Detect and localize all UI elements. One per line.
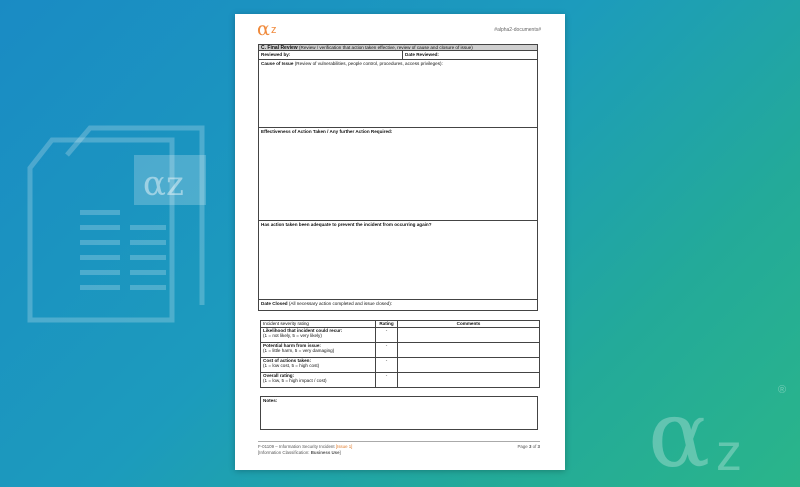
footer-issue: [Issue 1] bbox=[335, 444, 353, 449]
svg-text:α: α bbox=[648, 388, 711, 478]
svg-text:z: z bbox=[716, 424, 742, 478]
table-row: Cost of actions taken: (1 = low cost, 5 = high cost) - bbox=[261, 358, 540, 373]
adequate-action-field[interactable] bbox=[258, 221, 538, 300]
section-subtitle: (Review / verification that action taken effective, review of cause and closure of issue) bbox=[298, 45, 473, 50]
section-title: C. Final Review bbox=[261, 45, 298, 51]
date-closed-label: Date Closed bbox=[261, 301, 288, 306]
comments-header: Comments bbox=[398, 321, 540, 328]
rating-cell[interactable]: - bbox=[376, 343, 398, 358]
alpha2-logo-z: z bbox=[271, 24, 277, 36]
table-row: Overall rating: (1 = low, 5 = high impact / cost) - bbox=[261, 373, 540, 388]
document-hashtag: #alpha2-documents# bbox=[494, 27, 541, 33]
footer-classification-prefix: [Information Classification: bbox=[258, 450, 310, 455]
footer-left bbox=[258, 444, 352, 456]
alpha2-logo: α bbox=[257, 18, 270, 40]
comment-cell[interactable] bbox=[398, 328, 540, 343]
date-reviewed-field[interactable]: Date Reviewed: bbox=[403, 51, 538, 60]
rating-cell[interactable]: - bbox=[376, 373, 398, 388]
alpha2-watermark-logo bbox=[648, 388, 778, 478]
comment-cell[interactable] bbox=[398, 343, 540, 358]
notes-field[interactable] bbox=[260, 396, 538, 430]
section-title-row bbox=[258, 44, 538, 51]
table-row: Likelihood that incident could recur: (1 = not likely, 5 = very likely) - bbox=[261, 328, 540, 343]
reviewed-by-field[interactable]: Reviewed by: bbox=[258, 51, 403, 60]
severity-header-label: Incident severity rating bbox=[261, 321, 376, 328]
effectiveness-field[interactable] bbox=[258, 128, 538, 221]
cause-hint: (Review of vulnerabilities, people control, procedures, access privileges): bbox=[294, 61, 443, 66]
document-page bbox=[235, 14, 565, 470]
cause-of-issue-field[interactable] bbox=[258, 60, 538, 128]
comment-cell[interactable] bbox=[398, 358, 540, 373]
date-closed-field[interactable] bbox=[258, 300, 538, 311]
adequate-label: Has action taken been adequate to prevent the incident from occurring again? bbox=[261, 222, 432, 227]
comment-cell[interactable] bbox=[398, 373, 540, 388]
rating-cell[interactable]: - bbox=[376, 328, 398, 343]
rating-cell[interactable]: - bbox=[376, 358, 398, 373]
effectiveness-label: Effectiveness of Action Taken / Any further Action Required: bbox=[261, 129, 393, 134]
final-review-form bbox=[258, 44, 538, 311]
footer-divider bbox=[258, 441, 540, 442]
notes-label: Notes: bbox=[263, 398, 278, 403]
footer-classification-value: Business Use bbox=[310, 450, 340, 455]
date-closed-hint: (All necessary action completed and issue closed): bbox=[288, 301, 392, 306]
document-icon bbox=[22, 120, 212, 340]
rating-header: Rating bbox=[376, 321, 398, 328]
registered-mark: ® bbox=[778, 384, 787, 396]
svg-text:αz: αz bbox=[143, 164, 184, 204]
severity-rating-table bbox=[260, 320, 540, 388]
footer-doc-ref: F-01109 – Information Security Incident bbox=[258, 444, 335, 449]
table-row: Potential harm from issue: (1 = little harm, 5 = very damaging) - bbox=[261, 343, 540, 358]
page-number: Page 3 of 3 bbox=[517, 444, 540, 449]
cause-label: Cause of Issue bbox=[261, 61, 294, 66]
footer-classification-suffix: ] bbox=[339, 450, 341, 455]
